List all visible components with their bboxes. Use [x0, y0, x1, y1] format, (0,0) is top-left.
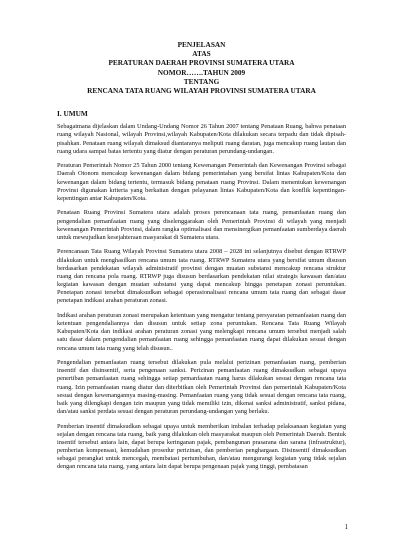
- paragraph: Penataan Ruang Provinsi Sumatera utara adalah proses perencanaan tata ruang, pemanfaatan ruang dan pengendalian pemanfaatan ruang yang diselenggarakan oleh Pemerintah Provinsi di wilayah yang menjadi kewenangan Pemerintah Provinsi, dalam rangka optimalisasi dan mensinergikan pemanfaatan sumberdaya daerah untuk mewujudkan kesejahteraan masyarakat di Sumatera utara.: [57, 209, 346, 241]
- document-title: [57, 40, 346, 95]
- section-heading: I. UMUM: [57, 109, 88, 119]
- title-line: RENCANA TATA RUANG WILAYAH PROVINSI SUMATERA UTARA: [87, 86, 316, 96]
- title-line: ATAS: [192, 49, 211, 59]
- paragraph: Indikasi arahan peraturan zonasi merupakan ketentuan yang mengatur tentang persyaratan pemanfaatan ruang dan ketentuan pengendaliannya dan disusun untuk setiap zona peruntukan. Rencana Tata Ruang Wilayah Kabupaten/Kota dan indikasi arahan peraturan zonasi yang melengkapi rencana umum tersebut menjadi salah satu dasar dalam pengendalian pemanfaatan ruang sehingga pemanfaatan ruang dapat dilakukan sesuai dengan rencana umum tata ruang yang telah disusun..: [57, 311, 346, 352]
- title-line: PERATURAN DAERAH PROVINSI SUMATERA UTARA: [108, 58, 295, 68]
- paragraph: Pemberian insentif dimaksudkan sebagai upaya untuk memberikan imbalan terhadap pelaksanaan kegiatan yang sejalan dengan rencana tata ruang, baik yang dilakukan oleh masyarakat maupun oleh Pemerintah Daerah. Bentuk insentif tersebut antara lain, dapat berupa keringanan pajak, pembangunan prasarana dan sarana (infrastruktur), pemberian kompensasi, kemudahan prosedur perizinan, dan pemberian penghargaan. Disinsentif dimaksudkan sebagai perangkat untuk mencegah, membatasi pertumbuhan, dan/atau mengurangi kegiatan yang tidak sejalan dengan rencana tata ruang, yang antara lain dapat berupa pengenaan pajak yang tinggi, pembatasan: [57, 422, 346, 471]
- paragraph: Pengendalian pemanfaatan ruang tersebut dilakukan pula melalui perizinan pemanfaatan ruang, pemberian insentif dan disinsentif, serta pengenaan sanksi. Perizinan pemanfaatan ruang dimaksudkan sebagai upaya penertiban pemanfaatan ruang sehingga setiap pemanfaatan ruang harus dilakukan sesuai dengan rencana tata ruang. Izin pemanfaatan ruang diatur dan diterbitkan oleh Pemerintah Provinsi dan pemerintah Kabupaten/Kota sesuai dengan kewenangannya masing-masing. Pemanfaatan ruang yang tidak sesuai dengan rencana tata ruang, baik yang dilengkapi dengan izin maupun yang tidak memiliki izin, dikenai sanksi administratif, sanksi pidana, dan/atau sanksi perdata sesuai dengan peraturan perundang-undangan yang berlaku.: [57, 359, 346, 416]
- title-line: PENJELASAN: [177, 40, 226, 49]
- title-line: TENTANG: [183, 76, 220, 86]
- paragraph: Peraturan Pemerintah Nomor 25 Tahun 2000 tentang Kewenangan Pemerintah dan Kewenangan Provinsi sebagai Daerah Otonom mencakup kewenangan dalam bidang pemerintahan yang bersifat lintas Kabupaten/Kota dan kewenangan dalam bidang tertentu, termasuk bidang penataan ruang Provinsi. Dalam menentukan kewenangan Provinsi digunakan kriteria yang berkaitan dengan pelayanan lintas Kabupaten/Kota dan konflik kepentingan-kepentingan antar Kabupaten/Kota.: [57, 162, 346, 202]
- paragraph: Perencanaan Tata Ruang Wilayah Provinsi Sumatera utara 2008 – 2028 ini selanjutnya disebut dengan RTRWP dilakukan untuk menghasilkan rencana umum tata ruang. RTRWP Sumatera utara yang bersifat umum disusun berdasarkan pendekatan wilayah administratif provinsi dengan muatan substansi mencakup rencana struktur ruang dan rencana pola ruang. RTRWP juga disusun berdasarkan pendekatan nilai strategis kawasan dan/atau kegiatan kawasan dengan muatan substansi yang dapat mencakup hingga penetapan zonasi peruntukan. Penetapan zonasi tersebut dimaksudkan sebagai operasionalisasi rencana umum tata ruang dan sebagai dasar penetapan indikasi arahan peraturan zonasi.: [57, 248, 346, 305]
- page-number: 1: [344, 523, 348, 531]
- paragraph: Sebagaimana dijelaskan dalam Undang-Undang Nomor 26 Tahun 2007 tentang Penataan Ruang, bahwa penataan ruang wilayah Nasional, wilayah Provinsi,wilayah Kabupaten/Kota dilakukan secara terpadu dan tidak dipisah-pisahkan. Penataan ruang wilayah dimaksud diantaranya meliputi ruang daratan, juga mencakup ruang lautan dan ruang udara sampai batas tertentu yang diatur dengan peraturan perundang-undangan.: [57, 123, 346, 155]
- title-line: NOMOR…….TAHUN 2009: [157, 67, 246, 77]
- document-body: [57, 123, 346, 471]
